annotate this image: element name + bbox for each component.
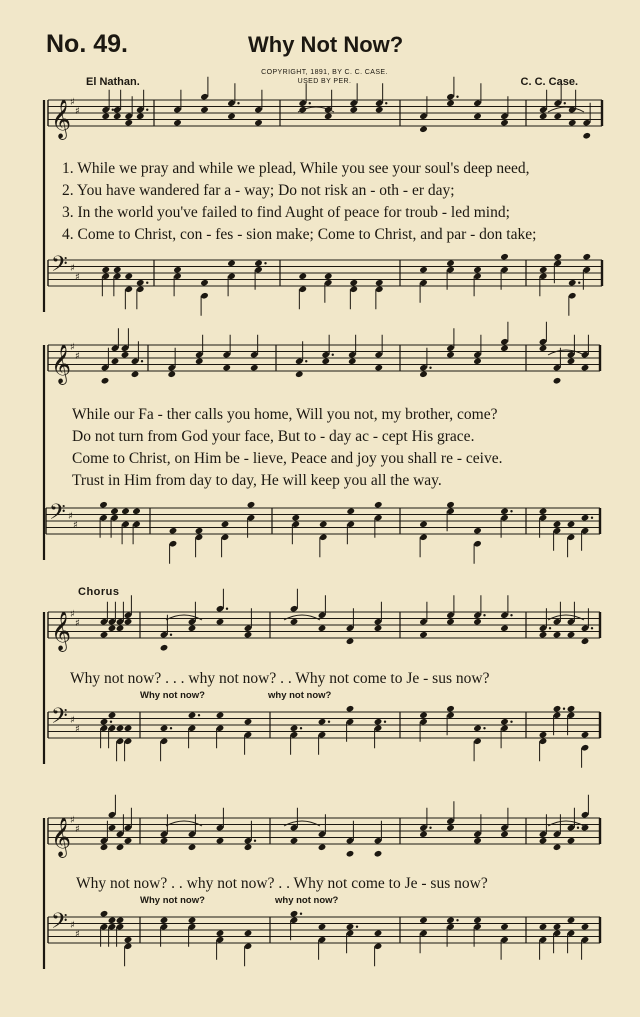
bass-clef-icon: 𝄢 (49, 500, 66, 530)
note-head (375, 279, 384, 287)
note-head (124, 272, 133, 280)
note-head (539, 731, 548, 739)
note-head (247, 501, 256, 509)
note-head (374, 624, 383, 632)
note-head (318, 718, 327, 726)
note-head (244, 718, 253, 726)
note-head (539, 266, 548, 274)
note-head (216, 711, 225, 719)
note-head (473, 837, 482, 845)
note-head (101, 266, 110, 274)
note-head (346, 850, 355, 858)
note-head (124, 837, 133, 845)
note-head (216, 618, 225, 626)
note-head (419, 830, 428, 838)
note-head (419, 125, 428, 133)
note-dot (264, 262, 266, 264)
note-dot (254, 840, 256, 842)
bass-clef-icon: 𝄢 (51, 704, 68, 734)
slur (548, 615, 584, 620)
verse-1-line-1: 1. While we pray and while we plead, While you see your soul's deep need, (62, 160, 530, 177)
note-head (200, 279, 209, 287)
note-head (539, 837, 548, 845)
note-head (500, 119, 509, 127)
note-head (324, 272, 333, 280)
lyricist-credit: El Nathan. (86, 76, 140, 88)
sharp-icon: ♯ (70, 97, 75, 108)
note-head (160, 837, 169, 845)
note-head (188, 624, 197, 632)
note-head (244, 631, 253, 639)
note-head (132, 507, 141, 515)
note-head (291, 514, 300, 522)
note-dot (456, 96, 458, 98)
note-dot (146, 109, 148, 111)
note-head (500, 718, 509, 726)
note-head (473, 527, 482, 535)
note-head (581, 923, 590, 931)
note-dot (141, 360, 143, 362)
note-head (254, 119, 263, 127)
note-head (216, 929, 225, 937)
note-head (349, 106, 358, 114)
slur (166, 615, 202, 620)
note-dot (456, 919, 458, 921)
note-dot (578, 282, 580, 284)
note-head (582, 132, 591, 140)
slur (548, 350, 584, 355)
note-head (419, 370, 428, 378)
slur (166, 821, 202, 826)
note-head (374, 364, 383, 372)
composer-credit: C. C. Case. (520, 76, 578, 88)
sharp-icon: ♯ (75, 618, 80, 629)
note-head (446, 501, 455, 509)
note-head (111, 357, 120, 365)
note-head (195, 527, 204, 535)
note-head (473, 266, 482, 274)
sharp-icon: ♯ (70, 920, 75, 931)
note-dot (385, 102, 387, 104)
note-head (553, 377, 562, 385)
note-head (446, 618, 455, 626)
note-dot (429, 367, 431, 369)
note-head (100, 631, 109, 639)
note-dot (591, 627, 593, 629)
note-dot (356, 926, 358, 928)
note-head (124, 119, 133, 127)
note-head (250, 364, 259, 372)
note-head (110, 507, 119, 515)
note-head (290, 837, 299, 845)
note-head (348, 357, 357, 365)
sharp-icon: ♯ (75, 929, 80, 940)
note-dot (510, 510, 512, 512)
sharp-icon: ♯ (70, 342, 75, 353)
note-dot (305, 360, 307, 362)
note-dot (300, 727, 302, 729)
note-head (446, 99, 455, 107)
permission-line: USED BY PER. (297, 78, 352, 85)
note-head (567, 916, 576, 924)
bass-clef-icon: 𝄢 (51, 252, 68, 282)
note-head (290, 618, 299, 626)
note-head (581, 637, 590, 645)
note-head (113, 266, 122, 274)
note-dot (429, 827, 431, 829)
note-head (446, 705, 455, 713)
note-head (539, 112, 548, 120)
sharp-icon: ♯ (75, 351, 80, 362)
note-head (108, 824, 117, 832)
note-head (116, 843, 125, 851)
note-dot (146, 282, 148, 284)
chorus-line-1: Why not now? . . . why not now? . . Why not come to Je - sus now? (70, 670, 490, 687)
note-dot (510, 721, 512, 723)
note-head (473, 357, 482, 365)
note-head (500, 253, 509, 261)
note-head (295, 370, 304, 378)
note-head (473, 724, 482, 732)
verse-lyrics-part1 (62, 160, 536, 248)
note-dot (170, 727, 172, 729)
bass-cue-1b: why not now? (268, 690, 332, 701)
note-dot (237, 102, 239, 104)
treble-clef-icon: 𝄞 (51, 611, 72, 651)
note-head (108, 711, 117, 719)
note-head (221, 520, 230, 528)
note-head (419, 916, 428, 924)
slur (548, 107, 584, 112)
note-head (473, 916, 482, 924)
note-head (100, 910, 109, 918)
sharp-icon: ♯ (75, 106, 80, 117)
note-head (473, 112, 482, 120)
note-head (116, 624, 125, 632)
note-head (173, 119, 182, 127)
note-head (188, 711, 197, 719)
copyright-line: COPYRIGHT, 1891, BY C. C. CASE. (261, 69, 388, 76)
note-head (374, 501, 383, 509)
sharp-icon: ♯ (75, 724, 80, 735)
note-head (375, 106, 384, 114)
note-head (539, 923, 548, 931)
verse-1-line-2: While our Fa - ther calls you home, Will you not, my brother, come? (72, 406, 498, 423)
slur (284, 821, 320, 826)
chorus-line-2: Why not now? . . why not now? . . Why not come to Je - sus now? (76, 875, 488, 892)
note-head (419, 631, 428, 639)
note-head (124, 724, 133, 732)
note-head (553, 520, 562, 528)
note-head (553, 253, 562, 261)
note-head (539, 631, 548, 639)
note-head (473, 618, 482, 626)
note-head (200, 106, 209, 114)
note-head (318, 843, 327, 851)
sharp-icon: ♯ (70, 815, 75, 826)
note-head (290, 724, 299, 732)
sharp-icon: ♯ (68, 511, 73, 522)
note-head (324, 112, 333, 120)
verse-3-line-2: Come to Christ, on Him be - lieve, Peace and joy you shall re - ceive. (72, 450, 503, 467)
verse-4-line-2: Trust in Him from day to day, He will keep you all the way. (72, 472, 442, 489)
note-head (553, 705, 562, 713)
note-head (318, 923, 327, 931)
note-head (254, 259, 263, 267)
note-dot (563, 708, 565, 710)
bass-cue-1a: Why not now? (140, 690, 205, 701)
note-head (244, 929, 253, 937)
note-head (568, 119, 577, 127)
note-head (346, 923, 355, 931)
note-head (319, 520, 328, 528)
note-dot (564, 102, 566, 104)
note-head (539, 344, 548, 352)
note-head (227, 112, 236, 120)
note-dot (510, 614, 512, 616)
note-head (374, 718, 383, 726)
note-dot (226, 608, 228, 610)
note-head (121, 351, 130, 359)
note-head (116, 724, 125, 732)
note-head (567, 705, 576, 713)
note-head (346, 637, 355, 645)
sharp-icon: ♯ (70, 715, 75, 726)
note-dot (483, 614, 485, 616)
note-head (188, 916, 197, 924)
slur (284, 615, 320, 620)
hymn-title: Why Not Now? (248, 32, 404, 57)
note-head (160, 916, 169, 924)
note-head (500, 344, 509, 352)
verse-2-line-1: 2. You have wandered far a - way; Do not risk an - oth - er day; (62, 182, 455, 199)
note-head (419, 520, 428, 528)
note-head (374, 850, 383, 858)
note-head (108, 916, 117, 924)
note-dot (328, 721, 330, 723)
note-head (318, 624, 327, 632)
note-head (581, 364, 590, 372)
hymn-number: No. 49. (46, 30, 128, 58)
note-dot (549, 627, 551, 629)
note-head (582, 253, 591, 261)
note-head (160, 724, 169, 732)
note-head (244, 843, 253, 851)
sharp-icon: ♯ (75, 824, 80, 835)
note-head (500, 624, 509, 632)
note-head (227, 259, 236, 267)
note-dot (112, 109, 114, 111)
note-head (160, 644, 169, 652)
note-head (116, 916, 125, 924)
bass-cue-2a: Why not now? (140, 895, 205, 906)
note-head (567, 837, 576, 845)
sharp-icon: ♯ (70, 263, 75, 274)
note-head (567, 520, 576, 528)
note-head (374, 929, 383, 937)
note-head (567, 357, 576, 365)
note-head (500, 830, 509, 838)
note-head (349, 279, 358, 287)
note-head (136, 112, 145, 120)
bass-clef-icon: 𝄢 (51, 909, 68, 939)
note-head (419, 711, 428, 719)
note-head (553, 112, 562, 120)
note-head (100, 843, 109, 851)
note-head (568, 279, 577, 287)
note-head (222, 364, 231, 372)
note-dot (384, 721, 386, 723)
verse-3-line-1: 3. In the world you've failed to find Aught of peace for troub - led mind; (62, 204, 510, 221)
verse-4-line-1: 4. Come to Christ, con - fes - sion make; Come to Christ, and par - don take; (62, 226, 537, 243)
sharp-icon: ♯ (70, 609, 75, 620)
note-dot (110, 721, 112, 723)
note-head (553, 923, 562, 931)
note-dot (300, 913, 302, 915)
note-head (446, 916, 455, 924)
verse-lyrics-part2 (72, 406, 502, 494)
bass-cue-2b: why not now? (275, 895, 339, 906)
note-head (346, 705, 355, 713)
note-dot (170, 634, 172, 636)
verse-2-line-2: Do not turn from God your face, But to - day ac - cept His grace. (72, 428, 475, 445)
note-head (101, 377, 110, 385)
treble-clef-icon: 𝄞 (51, 99, 72, 139)
note-head (581, 514, 590, 522)
note-head (113, 112, 122, 120)
note-head (188, 843, 197, 851)
note-head (553, 843, 562, 851)
note-head (290, 910, 299, 918)
note-head (446, 824, 455, 832)
note-head (100, 718, 109, 726)
note-head (500, 923, 509, 931)
sharp-icon: ♯ (75, 272, 80, 283)
note-head (321, 357, 330, 365)
note-dot (332, 354, 334, 356)
note-head (216, 837, 225, 845)
note-head (124, 618, 133, 626)
note-head (173, 266, 182, 274)
note-head (298, 272, 307, 280)
note-head (99, 501, 108, 509)
note-dot (483, 727, 485, 729)
slur (548, 821, 584, 826)
note-dot (198, 714, 200, 716)
note-head (539, 507, 548, 515)
chorus-label: Chorus (78, 586, 120, 598)
note-head (124, 936, 133, 944)
note-head (567, 631, 576, 639)
note-dot (577, 827, 579, 829)
note-head (169, 527, 178, 535)
note-head (167, 370, 176, 378)
note-head (136, 279, 145, 287)
treble-clef-icon: 𝄞 (51, 817, 72, 857)
sharp-icon: ♯ (73, 520, 78, 531)
note-head (108, 624, 117, 632)
note-head (446, 259, 455, 267)
note-head (121, 507, 130, 515)
note-head (500, 507, 509, 515)
note-head (131, 370, 140, 378)
treble-clef-icon: 𝄞 (51, 344, 72, 384)
note-dot (591, 517, 593, 519)
note-dot (309, 102, 311, 104)
note-head (346, 507, 355, 515)
note-head (195, 357, 204, 365)
note-head (446, 351, 455, 359)
note-head (553, 631, 562, 639)
note-head (581, 731, 590, 739)
note-head (101, 112, 110, 120)
note-head (419, 266, 428, 274)
